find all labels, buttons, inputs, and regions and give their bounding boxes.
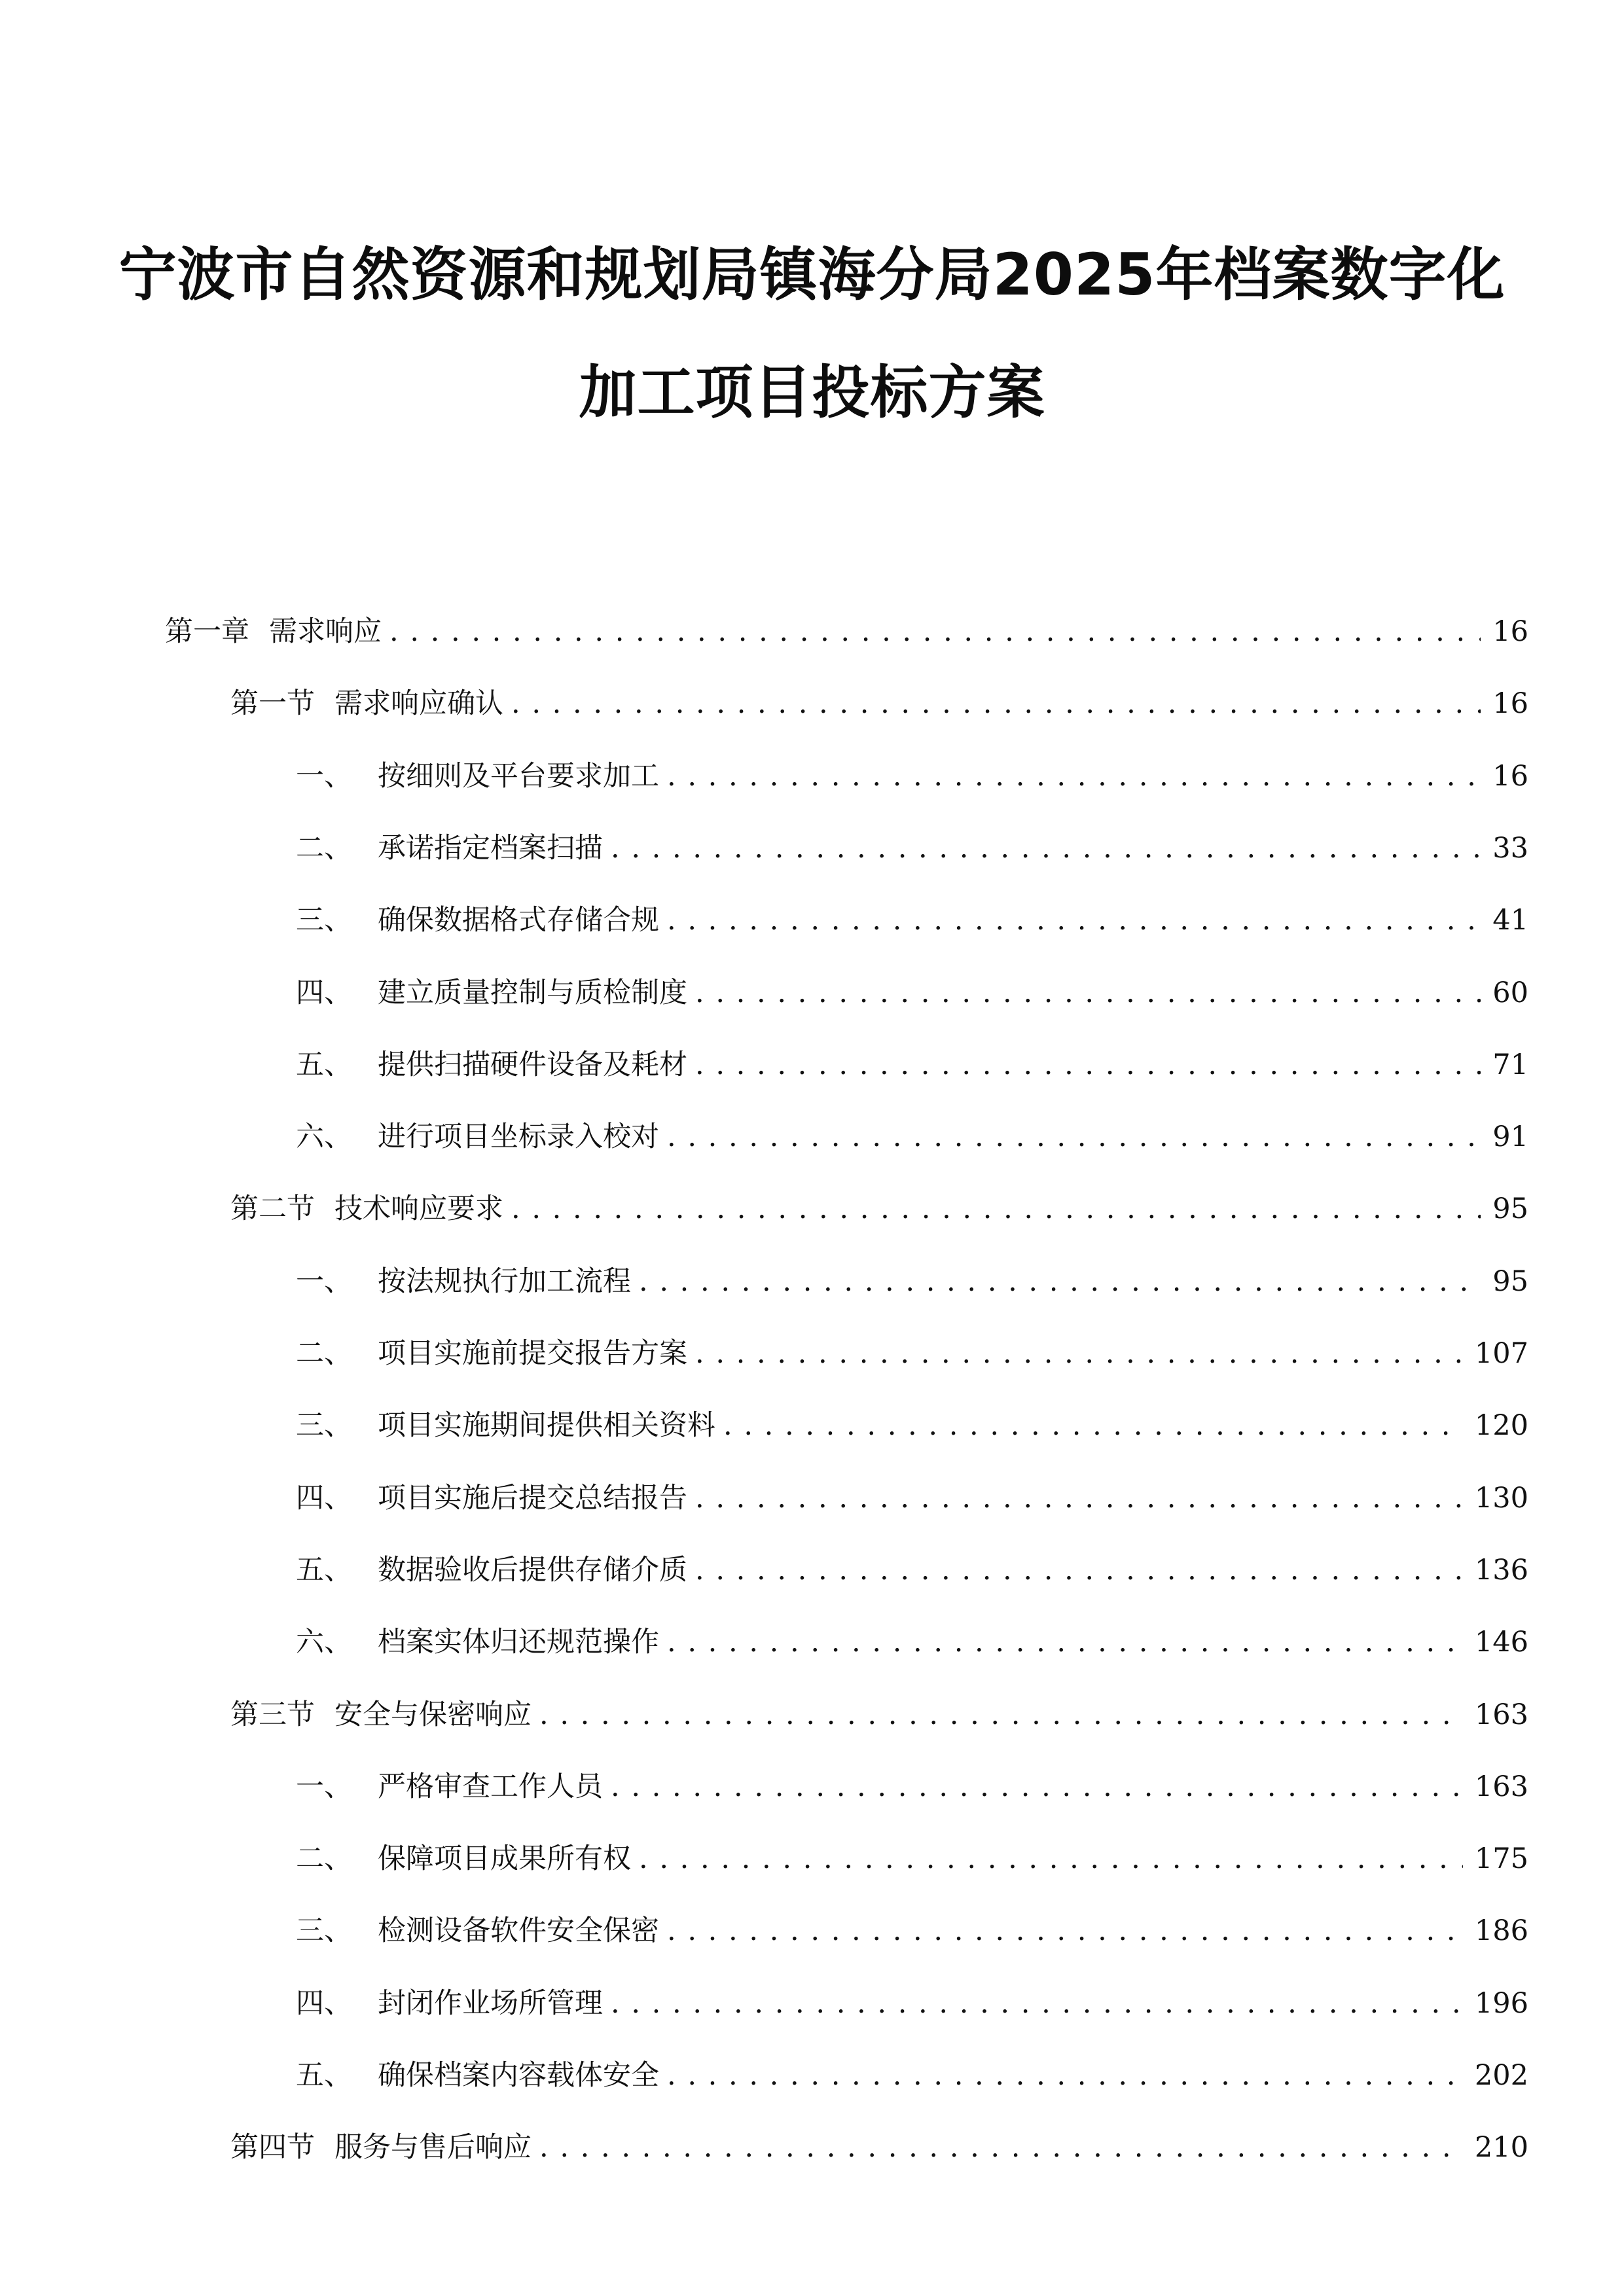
toc-entry-number: 第一节: [230, 687, 315, 720]
toc-dot-leader: [639, 1839, 1463, 1878]
toc-dot-leader: [389, 612, 1481, 651]
toc-entry[interactable]: [296, 1479, 1528, 1518]
toc-dot-leader: [695, 1334, 1463, 1373]
toc-entry-label: 项目实施后提交总结报告: [378, 1482, 687, 1515]
toc-entry-page-number: 163: [1474, 1770, 1528, 1803]
toc-dot-leader: [667, 1911, 1463, 1950]
toc-entry-label: 提供扫描硬件设备及耗材: [378, 1049, 687, 1081]
toc-entry-number: 第四节: [230, 2131, 315, 2164]
toc-entry-page-number: 196: [1474, 1987, 1528, 2020]
toc-entry[interactable]: [296, 2056, 1528, 2095]
toc-entry-label: 项目实施期间提供相关资料: [378, 1409, 715, 1442]
toc-entry-number: 一、: [296, 760, 352, 793]
toc-entry-page-number: 202: [1474, 2059, 1528, 2092]
document-title-line-2: 加工项目投标方案: [579, 359, 1045, 426]
toc-entry-page-number: 16: [1492, 760, 1528, 793]
toc-entry[interactable]: [296, 1406, 1528, 1445]
toc-entry[interactable]: [296, 1551, 1528, 1590]
toc-entry-page-number: 60: [1492, 977, 1528, 1009]
toc-dot-leader: [611, 1767, 1463, 1806]
toc-entry-label: 档案实体归还规范操作: [378, 1626, 659, 1659]
toc-dot-leader: [667, 757, 1481, 796]
toc-entry[interactable]: [296, 1117, 1528, 1157]
toc-dot-leader: [695, 1479, 1463, 1518]
document-title-line-1: 宁波市自然资源和规划局镇海分局2025年档案数字化: [118, 241, 1506, 308]
toc-entry-number: 五、: [296, 2059, 352, 2092]
toc-entry-label: 封闭作业场所管理: [378, 1987, 603, 2020]
toc-entry-label: 需求响应: [269, 615, 382, 648]
toc-entry[interactable]: [230, 2128, 1528, 2167]
toc-entry[interactable]: [296, 1334, 1528, 1373]
toc-entry[interactable]: [296, 1045, 1528, 1085]
toc-entry-label: 承诺指定档案扫描: [378, 832, 603, 865]
toc-dot-leader: [667, 1623, 1463, 1662]
toc-entry-number: 二、: [296, 832, 352, 865]
toc-entry-number: 三、: [296, 1409, 352, 1442]
toc-entry-page-number: 107: [1474, 1337, 1528, 1370]
toc-entry-page-number: 41: [1492, 904, 1528, 937]
toc-entry-label: 安全与保密响应: [334, 1698, 532, 1731]
toc-entry-number: 第三节: [230, 1698, 315, 1731]
toc-entry-number: 第一章: [165, 615, 249, 648]
toc-entry-page-number: 210: [1474, 2131, 1528, 2164]
toc-dot-leader: [539, 2128, 1463, 2167]
toc-entry-label: 检测设备软件安全保密: [378, 1914, 659, 1947]
toc-entry-number: 第二节: [230, 1193, 315, 1225]
toc-entry-number: 二、: [296, 1337, 352, 1370]
toc-dot-leader: [695, 1551, 1463, 1590]
toc-entry-page-number: 16: [1492, 687, 1528, 720]
toc-entry-number: 一、: [296, 1265, 352, 1298]
toc-entry[interactable]: [296, 1984, 1528, 2023]
toc-entry-label: 技术响应要求: [334, 1193, 503, 1225]
toc-entry[interactable]: [296, 1911, 1528, 1950]
toc-entry-page-number: 95: [1492, 1193, 1528, 1225]
toc-entry[interactable]: [296, 1767, 1528, 1806]
toc-entry[interactable]: [296, 1839, 1528, 1878]
toc-entry-page-number: 146: [1474, 1626, 1528, 1659]
toc-entry-label: 服务与售后响应: [334, 2131, 532, 2164]
toc-entry-page-number: 163: [1474, 1698, 1528, 1731]
toc-entry[interactable]: [230, 1695, 1528, 1734]
toc-dot-leader: [539, 1695, 1463, 1734]
toc-dot-leader: [695, 1045, 1481, 1085]
toc-entry[interactable]: [296, 829, 1528, 868]
toc-entry-label: 确保档案内容载体安全: [378, 2059, 659, 2092]
toc-entry-page-number: 33: [1492, 832, 1528, 865]
toc-entry-label: 建立质量控制与质检制度: [378, 977, 687, 1009]
toc-entry-page-number: 95: [1492, 1265, 1528, 1298]
toc-entry-page-number: 130: [1474, 1482, 1528, 1515]
toc-entry[interactable]: [296, 1623, 1528, 1662]
toc-dot-leader: [723, 1406, 1463, 1445]
toc-entry-label: 按法规执行加工流程: [378, 1265, 631, 1298]
toc-entry[interactable]: [296, 757, 1528, 796]
toc-dot-leader: [611, 829, 1481, 868]
toc-entry-page-number: 71: [1492, 1049, 1528, 1081]
toc-entry-label: 保障项目成果所有权: [378, 1842, 631, 1875]
toc-dot-leader: [695, 973, 1481, 1013]
toc-entry-label: 项目实施前提交报告方案: [378, 1337, 687, 1370]
toc-entry-number: 三、: [296, 904, 352, 937]
toc-entry-label: 严格审查工作人员: [378, 1770, 603, 1803]
toc-dot-leader: [667, 2056, 1463, 2095]
toc-entry-number: 一、: [296, 1770, 352, 1803]
toc-entry-page-number: 186: [1474, 1914, 1528, 1947]
toc-entry-number: 五、: [296, 1049, 352, 1081]
toc-entry[interactable]: [296, 1262, 1528, 1301]
toc-entry[interactable]: [230, 684, 1528, 723]
toc-entry[interactable]: [296, 973, 1528, 1013]
toc-entry[interactable]: [230, 1189, 1528, 1229]
toc-dot-leader: [511, 684, 1481, 723]
toc-entry-number: 四、: [296, 977, 352, 1009]
toc-entry-label: 进行项目坐标录入校对: [378, 1121, 659, 1153]
toc-entry-number: 四、: [296, 1987, 352, 2020]
toc-entry-number: 五、: [296, 1554, 352, 1587]
toc-entry-label: 数据验收后提供存储介质: [378, 1554, 687, 1587]
toc-entry-label: 按细则及平台要求加工: [378, 760, 659, 793]
toc-entry-page-number: 16: [1492, 615, 1528, 648]
toc-dot-leader: [667, 901, 1481, 940]
toc-entry-label: 需求响应确认: [334, 687, 503, 720]
toc-entry-page-number: 136: [1474, 1554, 1528, 1587]
toc-entry-number: 四、: [296, 1482, 352, 1515]
toc-dot-leader: [639, 1262, 1481, 1301]
toc-dot-leader: [667, 1117, 1481, 1157]
toc-entry-number: 三、: [296, 1914, 352, 1947]
toc-dot-leader: [611, 1984, 1463, 2023]
toc-entry-number: 六、: [296, 1121, 352, 1153]
toc-entry-number: 六、: [296, 1626, 352, 1659]
toc-entry-page-number: 175: [1474, 1842, 1528, 1875]
toc-dot-leader: [511, 1189, 1481, 1229]
toc-entry[interactable]: [165, 612, 1528, 651]
toc-entry-label: 确保数据格式存储合规: [378, 904, 659, 937]
toc-entry-number: 二、: [296, 1842, 352, 1875]
toc-entry[interactable]: [296, 901, 1528, 940]
toc-entry-page-number: 91: [1492, 1121, 1528, 1153]
toc-entry-page-number: 120: [1474, 1409, 1528, 1442]
